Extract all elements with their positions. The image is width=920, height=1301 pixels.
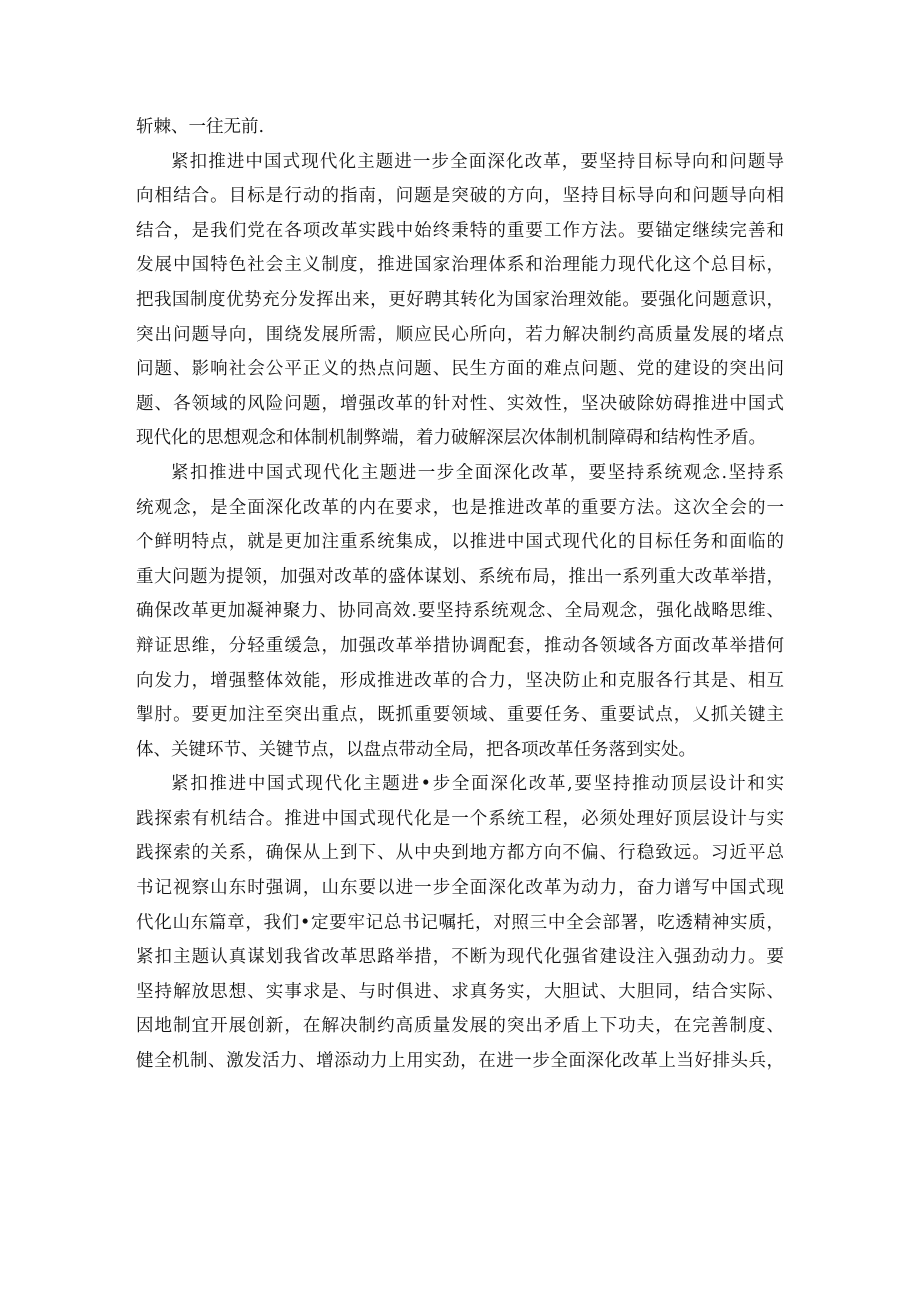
text-line: 体、关键环节、关键节点，以盘点带动全局，把各项改革任务落到实处。 [136, 739, 696, 760]
text-line: 掣肘。要更加注至突出重点，既抓重要领域、重要任务、重要试点，乂抓关键主 [136, 705, 784, 726]
text-line: 书记视察山东时强调，山东要以进一步全面深化改革为动力，奋力谱写中国式现 [136, 878, 784, 899]
text-line: 题、各领域的风险问题，增强改革的针对性、实效性，坚决破除妨碍推进中国式 [136, 393, 784, 414]
text-line: 紧扣推进中国式现代化主题进•步全面深化改革,要坚持推动顶层设计和实 [171, 774, 784, 795]
document-body [136, 110, 784, 1079]
paragraph-3 [136, 456, 784, 767]
text-line: 个鲜明特点，就是更加注重系统集成，以推进中国式现代化的目标任务和面临的 [136, 532, 784, 553]
text-line: 统观念，是全面深化改革的内在要求，也是推进改革的重要方法。这次全会的一 [136, 497, 784, 518]
text-line: 坚持解放思想、实事求是、与时俱进、求真务实，大胆试、大胆同，结合实际、 [136, 981, 784, 1002]
text-line: 辩证思维，分轻重缓急，加强改革举措协调配套，推动各领域各方面改革举措何 [136, 635, 784, 656]
text-line: 发展中国特色社会主义制度，推进国家治理体系和治理能力现代化这个总目标， [136, 255, 784, 276]
text-line: 践探索的关系，确保从上到下、从中央到地方都方向不偏、行稳致远。习近平总 [136, 843, 784, 864]
text-line: 代化山东篇章，我们•定要牢记总书记嘱托，对照三中全会部署，吃透精神实质， [136, 912, 784, 933]
text-line: 突出问题导向，围绕发展所需，顺应民心所向，若力解决制约高质量发展的堵点 [136, 324, 784, 345]
text-line: 结合，是我们党在各项改革实践中始终秉特的重要工作方法。要锚定继续完善和 [136, 220, 784, 241]
text-line: 斩棘、一往无前. [136, 117, 265, 137]
text-line: 因地制宜开展创新，在解决制约高质量发展的突出矛盾上下功夫，在完善制度、 [136, 1016, 784, 1037]
paragraph-1 [136, 110, 784, 145]
text-line: 践探索有机结合。推进中国式现代化是一个系统工程，必须处理好顶层设计与实 [136, 808, 784, 829]
text-line: 健全机制、激发活力、增添动力上用实劲，在进一步全面深化改革上当好排头兵， [136, 1051, 784, 1072]
paragraph-4 [136, 767, 784, 1078]
text-line: 紧扣主题认真谋划我省改革思路举措，不断为现代化强省建设注入强劲动力。要 [136, 947, 784, 968]
text-line: 问题、影响社会公平正义的热点问题、民生方面的难点问题、党的建设的突出问 [136, 359, 784, 380]
text-line: 确保改革更加凝神聚力、协同高效.要坚持系统观念、全局观念，强化战略思维、 [136, 601, 784, 622]
text-line: 向发力，增强整体效能，形成推进改革的合力，坚决防止和克服各行其是、相互 [136, 670, 784, 691]
paragraph-2 [136, 145, 784, 456]
text-line: 向相结合。目标是行动的指南，问题是突破的方向，坚持目标导向和问题导向相 [136, 186, 784, 207]
text-line: 紧扣推进中国式现代化主题进一步全面深化改革，要坚持目标导向和问题导 [171, 151, 784, 172]
text-line: 把我国制度优势充分发挥出来，更好聘其转化为国家治理效能。要强化问题意识， [136, 289, 784, 310]
text-line: 重大问题为提领，加强对改革的盛体谋划、系统布局，推出一系列重大改革举措， [136, 566, 784, 587]
text-line: 紧扣推进中国式现代化主题进一步全面深化改革，要坚持系统观念.坚持系 [171, 462, 784, 483]
text-line: 现代化的思想观念和体制机制弊端，着力破解深层次体制机制障碍和结构性矛盾。 [136, 428, 766, 449]
